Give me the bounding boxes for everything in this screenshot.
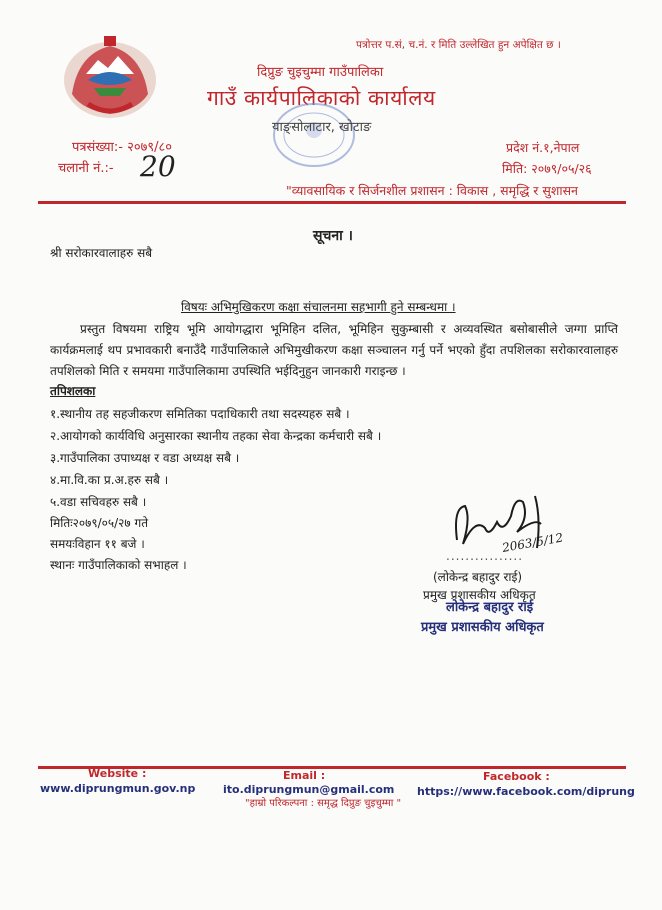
dispatch-label: चलानी नं.:- [58, 161, 114, 176]
notice-title: सूचना । [313, 228, 353, 244]
signature-line: ................ [446, 549, 524, 563]
reference-number: पत्रसंख्या:- २०७९/८० [72, 140, 173, 155]
subject-line: विषयः अभिमुखिकरण कक्षा संचालनमा सहभागी हुने सम्बन्धमा । [181, 300, 456, 314]
office-address: याङ्सोलाटार, खोटाङ [272, 120, 372, 135]
notice-paragraph: प्रस्तुत विषयमा राष्ट्रिय भूमि आयोगद्धारा भूमिहिन दलित, भूमिहिन सुकुम्बासी र अव्यवस्थित बसोबासीले जग्गा प्राप्ति कार्यक्रमलाई थप प्रभावकारी बनाउँदै गाउँपालिकाले अभिमुखीकरण कक्षा सञ्चालन गर्नु पर्ने भएको हुँदा तपशिलका सरोकारवालाहरु तपशिलको मिति र समयमा गाउँपालिकामा उपस्थिति भईदिनुहुन जानकारी गराइन्छ । [50, 322, 618, 378]
facebook-label: Facebook : [483, 770, 550, 783]
facebook-link[interactable]: https://www.facebook.com/diprung [417, 785, 635, 798]
email-link[interactable]: ito.diprungmun@gmail.com [223, 783, 395, 796]
signature-date: 2063/5/12 [501, 530, 565, 555]
nepal-emblem-icon [58, 34, 162, 120]
province-label: प्रदेश नं.१,नेपाल [506, 140, 580, 155]
signatory-name: (लोकेन्द्र बहादुर राई) [433, 570, 523, 584]
website-link[interactable]: www.diprungmun.gov.np [40, 782, 196, 795]
list-heading: तपिशलका [50, 384, 96, 398]
website-label: Website : [88, 767, 147, 780]
header-divider [38, 201, 626, 204]
office-name: गाउँ कार्यपालिकाको कार्यालय [207, 86, 436, 110]
office-motto: "व्यावसायिक र सिर्जनशील प्रशासन : विकास , समृद्धि र सुशासन [286, 183, 578, 198]
meeting-time: समयःविहान ११ बजे । [50, 537, 145, 551]
letter-date: मिति: २०७९/०५/२६ [502, 161, 592, 176]
list-item: ४.मा.वि.का प्र.अ.हरु सबै । [50, 473, 169, 487]
list-item: १.स्थानीय तह सहजीकरण समितिका पदाधिकारी तथा सदस्यहरु सबै । [50, 407, 350, 421]
email-label: Email : [283, 769, 326, 782]
stamp-title: प्रमुख प्रशासकीय अधिकृत [421, 620, 544, 635]
office-seal-icon [270, 100, 358, 170]
municipality-name: दिप्रुङ चुइचुम्मा गाउँपालिका [257, 65, 384, 80]
addressee: श्री सरोकारवालाहरु सबै [50, 246, 153, 260]
list-item: ५.वडा सचिवहरु सबै । [50, 495, 147, 509]
list-item: २.आयोगको कार्यविधि अनुसारका स्थानीय तहका सेवा केन्द्रका कर्मचारी सबै । [50, 429, 382, 443]
signatory-title: प्रमुख प्रशासकीय अधिकृत [423, 588, 536, 602]
meeting-date: मितिः२०७९/०५/२७ गते [50, 516, 149, 530]
footer-slogan: "हाम्रो परिकल्पना : समृद्ध दिप्रुङ चुइचुम्मा " [245, 798, 402, 809]
reply-instruction-note: पत्रोत्तर प.सं, च.नं. र मिति उल्लेखित हुन अपेक्षित छ । [356, 39, 561, 51]
list-item: ३.गाउँपालिका उपाध्यक्ष र वडा अध्यक्ष सबै । [50, 451, 240, 465]
stamp-name: लोकेन्द्र बहादुर राई [446, 600, 534, 615]
dispatch-number-handwritten: 20 [140, 150, 176, 183]
meeting-place: स्थानः गाउँपालिकाको सभाहल । [50, 558, 187, 572]
